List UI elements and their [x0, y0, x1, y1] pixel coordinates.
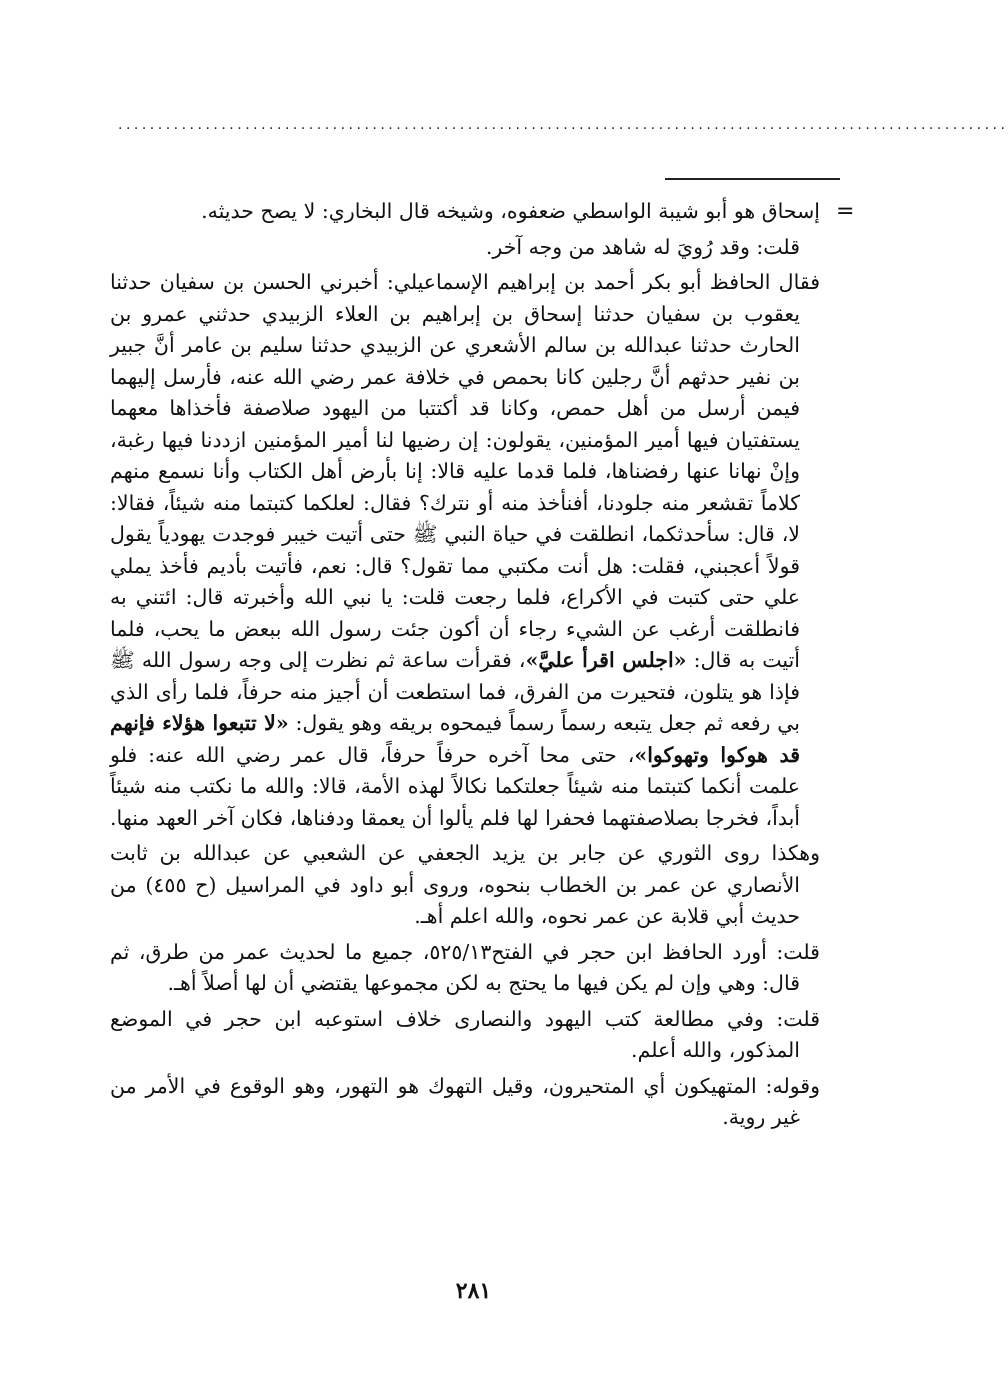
footnote-rule: [665, 178, 840, 180]
paragraph-reading-scriptures: قلت: وفي مطالعة كتب اليهود والنصارى خلاف استوعبه ابن حجر في الموضع المذكور، والله أعلم.: [110, 1006, 820, 1062]
page-body: [110, 196, 820, 1138]
paragraph-word-meaning: وقوله: المتهيكون أي المتحيرون، وقيل التهوك هو التهور، وهو الوقوع في الأمر من غير روية.: [110, 1073, 820, 1129]
narration-part-2: ، فقرأت ساعة ثم نظرت إلى وجه رسول الله ﷺ فإذا هو يتلون، فتحيرت من الفرق، فما استطعت أن أجيز منه حرفاً، فلما رأى الذي بي رفعه ثم جعل يتبعه رسماً رسماً فيمحوه بريقه وهو يقول:: [110, 648, 801, 735]
footnote-first-line: إسحاق هو أبو شيبة الواسطي ضعفوه، وشيخه قال البخاري: لا يصح حديثه.: [201, 199, 820, 223]
prophet-quote-2: «لا تتبعوا هؤلاء فإنهم قد هوكوا وتهوكوا»: [110, 711, 800, 767]
paragraph-ibn-hajar: قلت: أورد الحافظ ابن حجر في الفتح٥٢٥/١٣، جميع ما لحديث عمر من طرق، ثم قال: وهي وإن لم يكن فيها ما يحتج به لكن مجموعها يقتضي أن لها أصلاً أهـ.: [110, 939, 820, 995]
narration-part-3: ، حتى محا آخره حرفاً حرفاً، قال عمر رضي الله عنه: فلو علمت أنكما كتبتما منه شيئاً جعلتكما نكالاً لهذه الأمة، قالا: والله ما نكتب منه شيئاً أبداً، فخرجا بصلاصفتهما فحفرا لها فلم يألوا أن يعمقا ودفناها، فكان آخر العهد منها.: [109, 742, 800, 830]
dotted-separator: ................................................................................................................: [118, 117, 1008, 133]
footnote-continuation-mark: =: [836, 199, 855, 224]
prophet-quote-1: «اجلس اقرأ عليَّ»: [525, 648, 687, 672]
narration-part-1: فقال الحافظ أبو بكر أحمد بن إبراهيم الإسماعيلي: أخبرني الحسن بن سفيان حدثنا يعقوب بن سفيان حدثنا إسحاق بن إبراهيم بن العلاء الزبيدي حدثني عمرو بن الحارث حدثنا عبدالله بن سالم الأشعري عن الزبيدي حدثنا سليم بن عامر أنَّ جبير بن نفير حدثهم أنَّ رجلين كانا بحمص في خلافة عمر رضي الله عنه، فأرسل إليهما فيمن أرسل من أهل حمص، وكانا قد أكتتبا من اليهود صلاصفة فأخذاها معهما يستفتيان فيها أمير المؤمنين، يقولون: إن رضيها لنا أمير المؤمنين ازددنا فيها رغبة، وإنْ نهانا عنها رفضناها، فلما قدما عليه قالا: إنا بأرض أهل الكتاب وأنا نسمع منهم كلاماً تقشعر منه جلودنا، أفنأخذ منه أو نترك؟ فقال: لعلكما كتبتما منه شيئاً، فقالا: لا، قال: سأحدثكما، انطلقت في حياة النبي ﷺ حتى أتيت خيبر فوجدت يهودياً يقول قولاً أعجبني، فقلت: هل أنت مكتبي مما تقول؟ قال: نعم، فأتيت بأديم فأخذ يملي علي حتى كتبت في الأكراع، فلما رجعت قلت: يا نبي الله وأخبرته قال: ائتني به فانطلقت أرغب عن الشيء رجاء أن أكون جئت رسول الله ببعض ما يحب، فلما أتيت به قال:: [110, 270, 820, 672]
page-number: ٢٨١: [455, 1278, 492, 1304]
paragraph-hadith-narration: [110, 267, 820, 834]
paragraph-other-narrations: وهكذا روى الثوري عن جابر بن يزيد الجعفي عن الشعبي عن عبدالله بن ثابت الأنصاري عن عمر بن الخطاب بنحوه، وروى أبو داود في المراسيل (ح ٤٥٥) من حديث أبي قلابة عن عمر نحوه، والله اعلم أهـ.: [110, 841, 820, 928]
footnote-note: قلت: وقد رُويَ له شاهد من وجه آخر.: [485, 234, 800, 259]
